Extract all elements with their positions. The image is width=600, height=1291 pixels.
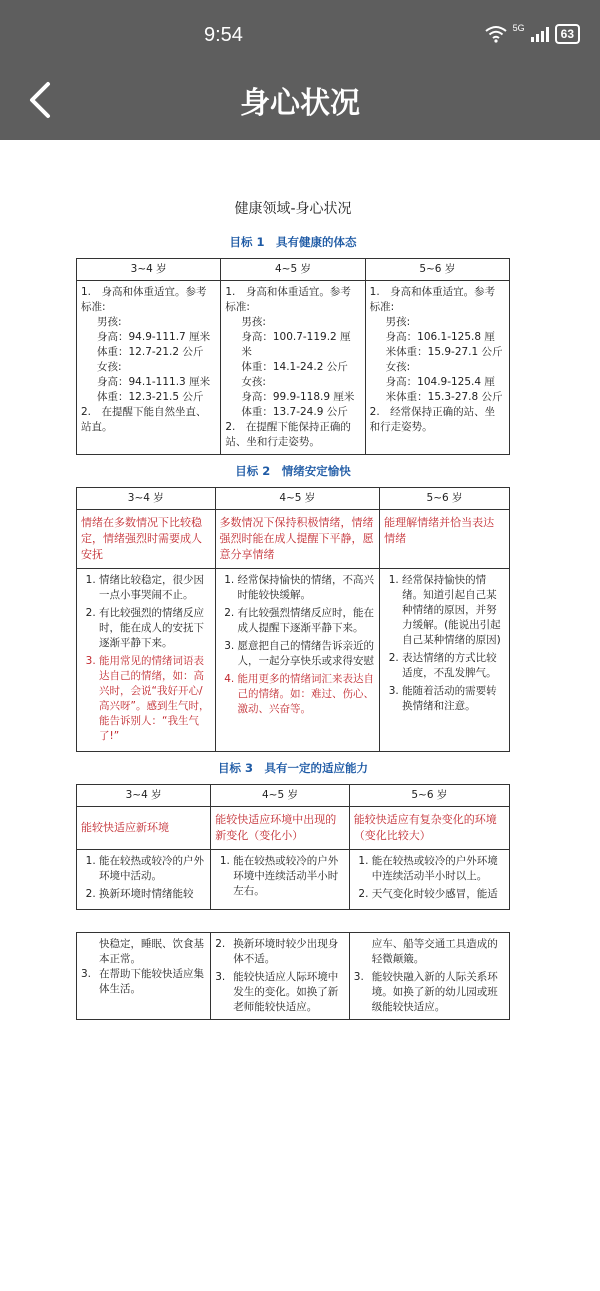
table-cell [380,569,510,752]
column-header: 3~4 岁 [77,785,211,807]
cell-line: 体重：12.3-21.5 公斤 [97,391,204,403]
lede-cell: 能较快适应有复杂变化的环境（变化比较大） [349,807,509,850]
list-item: 1. 经常保持愉快的情绪，不高兴时能较快缓解。 [238,573,376,603]
cell-line: 体重：14.1-24.2 公斤 [241,361,348,373]
item-number: 3. [215,971,226,983]
signal-icon [531,26,549,42]
column-header: 5~6 岁 [380,488,510,510]
table-cell [349,850,509,910]
item-text: 能较快融入新的人际关系环境。如换了新的幼儿园或班级能较快适应。 [371,971,498,1013]
column-header: 5~6 岁 [365,259,509,281]
goal-3-title: 目标 3 具有一定的适应能力 [217,761,368,775]
cell-line: 1. 身高和体重适宜。参考标准: [225,286,351,313]
column-header: 4~5 岁 [215,488,380,510]
lede-cell: 能理解情绪并恰当表达情绪 [380,510,510,569]
lede-cell: 多数情况下保持积极情绪，情绪强烈时能在成人提醒下平静，愿意分享情绪 [215,510,380,569]
cell-line: 女孩: [385,361,411,373]
list-item: 1. 能在较热或较冷的户外环境中连续活动半小时以上。 [372,854,505,884]
list-item: 1. 能在较热或较冷的户外环境中连续活动半小时左右。 [233,854,345,899]
table-cell [77,850,211,910]
cell-line: 男孩: [97,316,122,328]
network-type: 5G [512,23,525,33]
goal-3-table [76,784,510,910]
cell-line: 体重：12.7-21.2 公斤 [97,346,204,358]
list-item: 2. 有比较强烈情绪反应时，能在成人提醒下逐渐平静下来。 [238,606,376,636]
list-item: 2. 换新环境时情绪能较 [99,887,206,902]
page-title: 身心状况 [240,86,360,121]
cell-line: 2. 在提醒下能自然坐直、站直。 [81,406,207,433]
list-item [354,970,505,1015]
cell-line: 身高：106.1-125.8 厘米体重：15.9-27.1 公斤 [385,331,503,358]
column-header: 3~4 岁 [77,488,216,510]
column-header: 3~4 岁 [77,259,221,281]
goal-2-title: 目标 2 情绪安定愉快 [235,464,351,478]
document-title: 健康领域-身心状况 [234,201,352,217]
item-text: 在帮助下能较快适应集体生活。 [99,968,204,995]
table-cell [77,933,211,1020]
cell-line: 身高：104.9-125.4 厘米体重：15.3-27.8 公斤 [385,376,503,403]
item-number: 3. [81,968,92,980]
cell-line: 身高：94.1-111.3 厘米 [97,376,211,388]
cell-line: 2. 在提醒下能保持正确的站、坐和行走姿势。 [225,421,351,448]
lede-cell: 情绪在多数情况下比较稳定，情绪强烈时需要成人安抚 [77,510,216,569]
list-item: 3. 能随着活动的需要转换情绪和注意。 [402,684,505,714]
table-cell [77,281,221,455]
cell-line: 2. 经常保持正确的站、坐和行走姿势。 [369,406,496,433]
table-cell [77,569,216,752]
table-cell [215,569,380,752]
table-cell [211,850,350,910]
wifi-icon [485,25,507,43]
list-item: 快稳定，睡眠、饮食基本正常。 [99,938,204,965]
lede-cell: 能较快适应环境中出现的新变化（变化小） [211,807,350,850]
cell-line: 1. 身高和体重适宜。参考标准: [81,286,207,313]
item-text: 能较快适应人际环境中发生的变化。如换了新老师能较快适应。 [233,971,339,1013]
goal-1-title: 目标 1 具有健康的体态 [229,235,357,249]
cell-line: 女孩: [241,376,266,388]
cell-line: 身高：99.9-118.9 厘米 [241,391,355,403]
column-header: 4~5 岁 [211,785,350,807]
cell-line: 身高：100.7-119.2 厘米 [241,331,351,358]
status-icons [485,24,580,44]
app-header [0,0,600,140]
goal-2-table [76,487,510,752]
list-item: 2. 有比较强烈的情绪反应时，能在成人的安抚下逐渐平静下来。 [99,606,211,651]
list-item: 1. 经常保持愉快的情绪。知道引起自己某种情绪的原因，并努力缓解。(能说出引起自己某种情绪的原因) [402,573,505,648]
battery-icon: 63 [555,24,580,44]
cell-line: 男孩: [385,316,411,328]
table-cell [221,281,365,455]
list-item: 3. 愿意把自己的情绪告诉亲近的人，一起分享快乐或求得安慰 [238,639,376,669]
cell-line: 1. 身高和体重适宜。参考标准: [369,286,496,313]
document-image [76,190,510,1020]
cell-line: 男孩: [241,316,266,328]
goal-3-table-continued [76,932,510,1020]
list-item: 1. 能在较热或较冷的户外环境中活动。 [99,854,206,884]
table-cell [365,281,509,455]
list-item: 应车、船等交通工具造成的轻微颠簸。 [371,938,498,965]
status-time: 9:54 [204,24,243,46]
item-number: 2. [215,938,226,950]
table-cell [211,933,350,1020]
list-item: 1. 情绪比较稳定，很少因一点小事哭闹不止。 [99,573,211,603]
table-cell [349,933,509,1020]
list-item [215,970,345,1015]
list-item: 2. 天气变化时较少感冒，能适 [372,887,505,902]
lede-cell: 能较快适应新环境 [77,807,211,850]
cell-line: 女孩: [97,361,122,373]
list-item: 4. 能用更多的情绪词汇来表达自己的情绪。如：难过、伤心、激动、兴奋等。 [238,672,376,717]
item-number: 3. [353,971,364,983]
list-item: 3. 能用常见的情绪词语表达自己的情绪，如：高兴时，会说“我好开心/高兴呀”。感到生气时，能告诉别人：“我生气了!” [99,654,211,744]
list-item: 2. 表达情绪的方式比较适度，不乱发脾气。 [402,651,505,681]
item-text: 换新环境时较少出现身体不适。 [233,938,339,965]
goal-1-table [76,258,510,455]
cell-line: 体重：13.7-24.9 公斤 [241,406,348,418]
column-header: 5~6 岁 [349,785,509,807]
list-item [215,937,345,967]
cell-line: 身高：94.9-111.7 厘米 [97,331,211,343]
column-header: 4~5 岁 [221,259,365,281]
list-item [81,967,206,997]
